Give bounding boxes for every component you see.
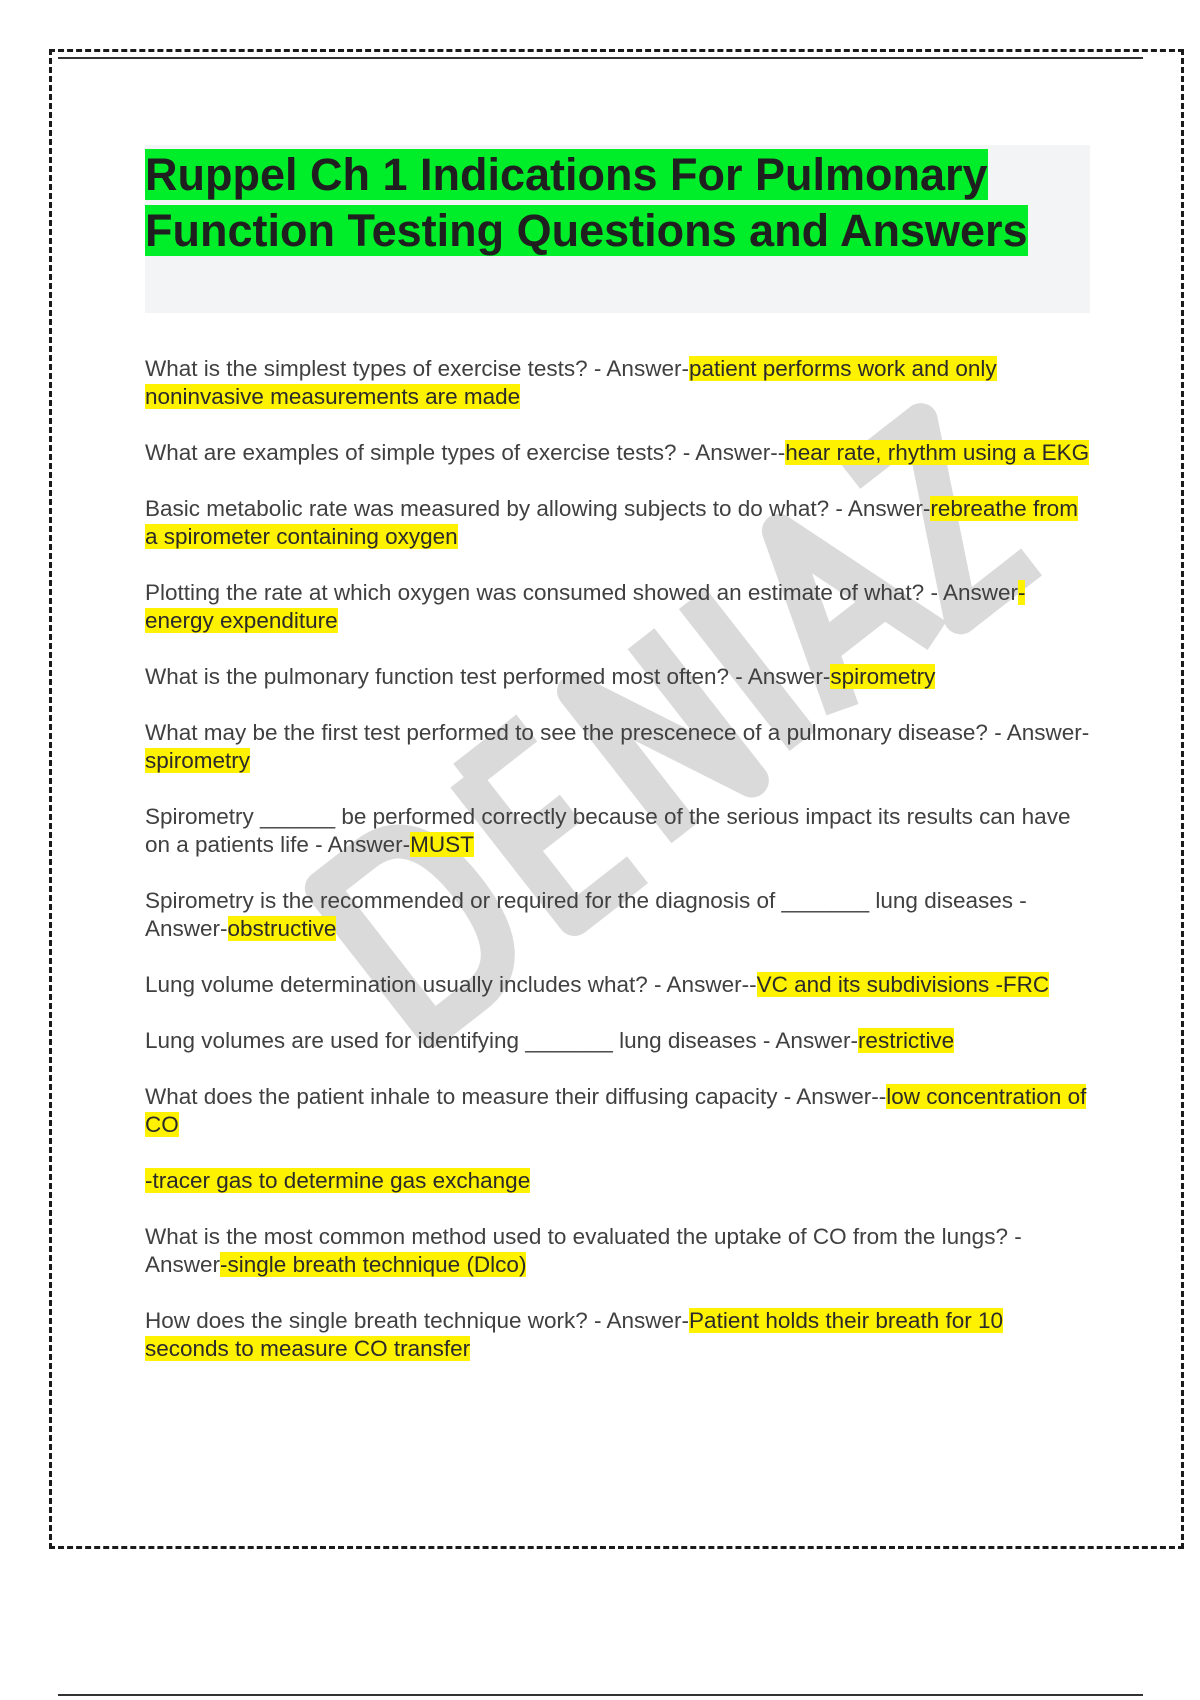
bottom-rule (58, 1694, 1143, 1696)
answer-highlight: spirometry (830, 664, 936, 689)
question-text: Lung volumes are used for identifying _______ lung diseases - Answer- (145, 1028, 858, 1053)
qa-item (145, 887, 1090, 943)
question-text: What are examples of simple types of exercise tests? - Answer-- (145, 440, 786, 465)
qa-item (145, 579, 1090, 635)
answer-highlight: spirometry (145, 748, 251, 773)
qa-item (145, 719, 1090, 775)
qa-item (145, 355, 1090, 411)
title-block (145, 145, 1090, 313)
answer-highlight: obstructive (227, 916, 337, 941)
answer-highlight: Patient holds their breath for 10 seconds to measure CO transfer (145, 1308, 1003, 1361)
qa-item (145, 1223, 1090, 1279)
question-text: What does the patient inhale to measure their diffusing capacity - Answer-- (145, 1084, 887, 1109)
question-text: Plotting the rate at which oxygen was consumed showed an estimate of what? - Answer (145, 580, 1018, 605)
answer-highlight: patient performs work and only noninvasive measurements are made (145, 356, 997, 409)
qa-item (145, 1307, 1090, 1363)
answer-highlight: MUST (410, 832, 474, 857)
answer-highlight: restrictive (857, 1028, 955, 1053)
qa-item (145, 1083, 1090, 1139)
question-text: Lung volume determination usually includes what? - Answer-- (145, 972, 757, 997)
top-rule (58, 57, 1143, 59)
qa-item (145, 1167, 1090, 1195)
qa-item (145, 439, 1090, 467)
answer-highlight: -energy expenditure (145, 580, 1026, 633)
answer-highlight: VC and its subdivisions -FRC (756, 972, 1050, 997)
question-text: What is the most common method used to evaluated the uptake of CO from the lungs? - Answer (145, 1224, 1022, 1277)
qa-item (145, 803, 1090, 859)
question-text: What may be the first test performed to see the prescenece of a pulmonary disease? - Answer- (145, 720, 1090, 745)
question-text: Basic metabolic rate was measured by allowing subjects to do what? - Answer- (145, 496, 931, 521)
qa-item (145, 1027, 1090, 1055)
document-body (145, 145, 1090, 1391)
answer-highlight: hear rate, rhythm using a EKG (785, 440, 1090, 465)
qa-item (145, 971, 1090, 999)
answer-highlight: -tracer gas to determine gas exchange (145, 1168, 531, 1193)
qa-item (145, 495, 1090, 551)
question-text: How does the single breath technique work? - Answer- (145, 1308, 690, 1333)
answer-highlight: rebreathe from a spirometer containing oxygen (145, 496, 1078, 549)
answer-highlight: low concentration of CO (145, 1084, 1087, 1137)
question-text: What is the simplest types of exercise tests? - Answer- (145, 356, 689, 381)
question-text: Spirometry is the recommended or required for the diagnosis of _______ lung diseases - Answer- (145, 888, 1027, 941)
document-title (145, 147, 1090, 259)
question-text: Spirometry ______ be performed correctly because of the serious impact its results can have on a patients life - Answer- (145, 804, 1071, 857)
qa-item (145, 663, 1090, 691)
answer-highlight: -single breath technique (Dlco) (220, 1252, 527, 1277)
qa-list (145, 355, 1090, 1363)
document-title-text: Ruppel Ch 1 Indications For Pulmonary Function Testing Questions and Answers (145, 149, 1028, 256)
question-text: What is the pulmonary function test performed most often? - Answer- (145, 664, 831, 689)
